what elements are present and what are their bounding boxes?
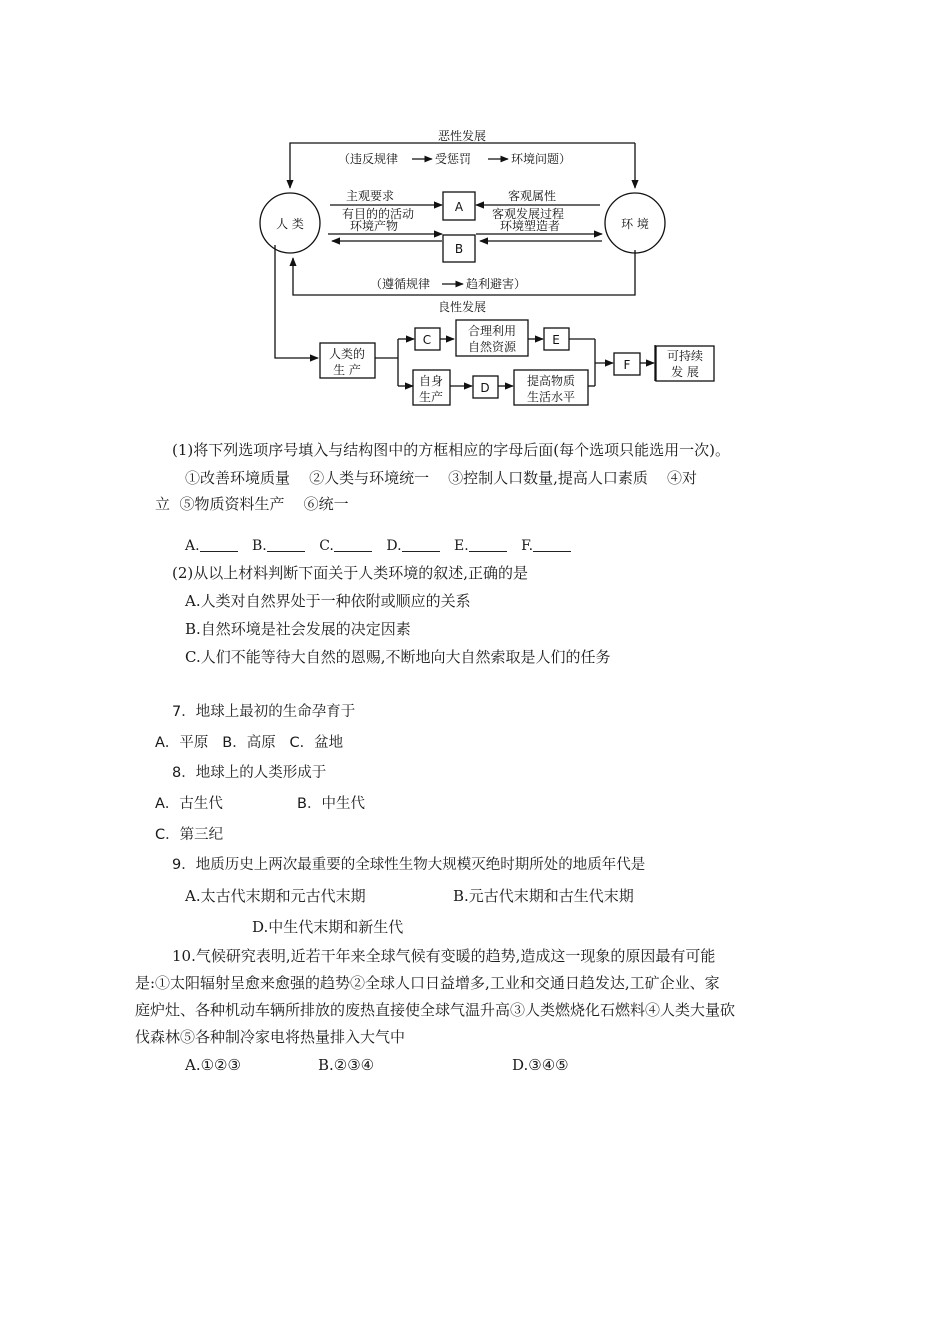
q8-stem: 8．地球上的人类形成于: [172, 765, 327, 781]
q6-fill-blanks: [185, 536, 581, 556]
q10-line3: 庭炉灶、各种机动车辆所排放的废热直接使全球气温升高③人类燃烧化石燃料④人类大量砍: [135, 1001, 736, 1019]
box-D-label: D: [480, 381, 490, 395]
box-A-label: A: [454, 200, 464, 214]
box-C-label: C: [422, 333, 432, 347]
q10-line1: 10.气候研究表明,近若干年来全球气候有变暖的趋势,造成这一现象的原因最有可能: [172, 947, 716, 965]
self-production-l1: 自身: [418, 374, 444, 388]
q10-option-A: A.①②③: [185, 1056, 241, 1074]
environment-shaper: 环境塑造者: [500, 219, 561, 233]
fill-B-label: B.: [252, 538, 267, 554]
box-B-label: B: [454, 242, 464, 256]
q8-option-C: C．第三纪: [155, 827, 224, 843]
fill-E-blank[interactable]: [469, 537, 507, 552]
fill-B-blank[interactable]: [267, 537, 305, 552]
rational-use-l1: 合理利用: [467, 324, 517, 338]
rational-use-l2: 自然资源: [467, 340, 517, 354]
q9-stem: 9．地质历史上两次最重要的全球性生物大规模灭绝时期所处的地质年代是: [172, 857, 646, 873]
q7-stem: 7．地球上最初的生命孕育于: [172, 704, 356, 720]
human-environment-diagram: [250, 130, 670, 415]
fill-D-label: D.: [386, 538, 402, 554]
box-E-label: E: [552, 333, 560, 347]
objective-attribute: 客观属性: [508, 189, 557, 203]
sustainable-l1: 可持续: [666, 349, 704, 363]
q10-line4: 伐森林⑤各种制冷家电将热量排入大气中: [135, 1028, 406, 1046]
human-label: 人 类: [276, 217, 304, 231]
q10-option-D: D.③④⑤: [512, 1056, 569, 1074]
q6-options-line2: 立 ⑤物质资料生产 ⑥统一: [155, 495, 349, 513]
q6-part2-stem: (2)从以上材料判断下面关于人类环境的叙述,正确的是: [172, 564, 529, 582]
q6-part2-option-B: B.自然环境是社会发展的决定因素: [185, 620, 411, 638]
top-sub-2: 受惩罚: [435, 152, 472, 166]
q6-part2-option-C: C.人们不能等待大自然的恩赐,不断地向大自然索取是人们的任务: [185, 648, 611, 666]
q6-part1-instruction: (1)将下列选项序号填入与结构图中的方框相应的字母后面(每个选项只能选用一次)。: [172, 441, 730, 459]
bottom-label: 良性发展: [437, 300, 487, 314]
fill-C-label: C.: [319, 538, 334, 554]
fill-A-blank[interactable]: [200, 537, 238, 552]
bottom-sub-1: （遵循规律: [370, 277, 431, 291]
subjective-requirement: 主观要求: [346, 189, 395, 203]
q9-option-D: D.中生代末期和新生代: [252, 918, 404, 936]
sustainable-box: [655, 345, 717, 383]
environment-product: 环境产物: [350, 219, 399, 233]
q9-option-B: B.元古代末期和古生代末期: [453, 887, 634, 905]
raise-living-l2: 生活水平: [526, 390, 576, 404]
q8-option-A: A．古生代: [155, 796, 223, 812]
raise-living-l1: 提高物质: [526, 374, 576, 388]
self-production-l2: 生产: [418, 390, 444, 404]
q7-options: A．平原 B．高原 C．盆地: [155, 735, 344, 751]
box-F-label: F: [623, 358, 631, 372]
human-production-l2: 生 产: [333, 363, 361, 377]
purposeful-activity: 有目的的活动: [342, 207, 415, 221]
q6-part2-option-A: A.人类对自然界处于一种依附或顺应的关系: [185, 592, 471, 610]
top-sub-3: 环境问题）: [511, 152, 572, 166]
q8-option-B: B．中生代: [297, 796, 365, 812]
top-sub-1: （违反规律: [338, 152, 399, 166]
fill-C-blank[interactable]: [334, 537, 372, 552]
objective-process: 客观发展过程: [492, 207, 565, 221]
sustainable-l2: 发 展: [671, 365, 699, 379]
top-label: 恶性发展: [437, 130, 487, 143]
human-production-l1: 人类的: [328, 347, 366, 361]
fill-D-blank[interactable]: [402, 537, 440, 552]
fill-A-label: A.: [185, 538, 200, 554]
bottom-sub-2: 趋利避害）: [466, 277, 527, 291]
q10-option-B: B.②③④: [318, 1056, 375, 1074]
q6-options-line1: ①改善环境质量 ②人类与环境统一 ③控制人口数量,提高人口素质 ④对: [185, 469, 697, 487]
q9-option-A: A.太古代末期和元古代末期: [185, 887, 366, 905]
fill-F-blank[interactable]: [533, 537, 571, 552]
fill-F-label: F.: [521, 538, 534, 554]
fill-E-label: E.: [453, 538, 469, 554]
q10-line2: 是:①太阳辐射呈愈来愈强的趋势②全球人口日益增多,工业和交通日趋发达,工矿企业、家: [135, 974, 720, 992]
environment-label: 环 境: [621, 217, 649, 231]
